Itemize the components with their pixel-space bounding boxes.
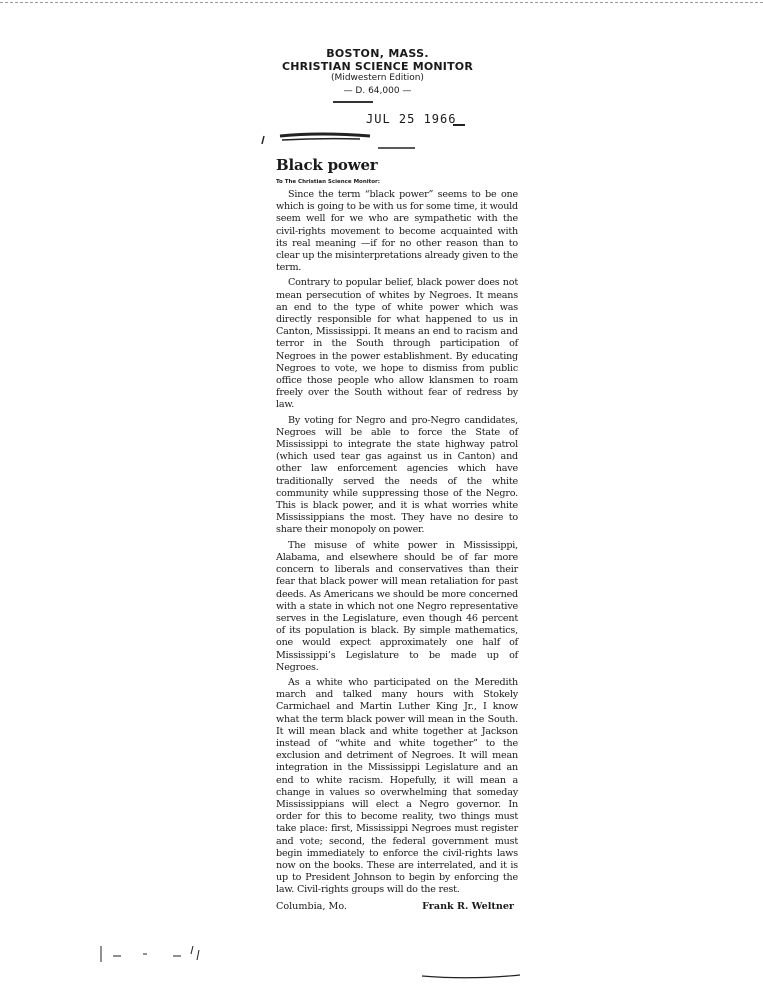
article-signoff xyxy=(276,901,518,912)
pencil-marks xyxy=(95,940,215,970)
article-paragraph: The misuse of white power in Mississippi, Alabama, and elsewhere should be of far more concern to liberals and conservatives than their fear that black power will mean retaliation for past deeds. As Americans we should be more concerned with a state in which not one Negro representative serves in the Legislature, even though 46 percent of its population is black. By simple mathematics, one would expect approximately one half of Mississippi’s Legislature to be made up of Negroes. xyxy=(276,539,518,673)
date-stamp-trail xyxy=(453,124,465,126)
article-paragraph: Contrary to popular belief, black power does not mean persecution of whites by Negroes. It means an end to the type of white power which was directly responsible for what happened to us in Canton, Mississippi. It means an end to racism and terror in the South through participation of Negroes in the power establishment. By educating Negroes to vote, we hope to dismiss from public office those people who allow klansmen to roam freely over the South without fear of redress by law. xyxy=(276,277,518,411)
article-paragraph: Since the term “black power” seems to be one which is going to be with us for some time, it would seem well for we who are sympathetic with the civil-rights movement to become acquainted with its real meaning —if for no other reason than to clear up the misinterpretations already given to the term. xyxy=(276,189,518,274)
masthead-city: BOSTON, MASS. xyxy=(326,47,429,60)
stamp-dash xyxy=(333,101,373,103)
newspaper-masthead xyxy=(270,48,485,96)
masthead-paper-name: CHRISTIAN SCIENCE MONITOR xyxy=(281,59,474,73)
ink-scribble xyxy=(260,128,420,154)
author-name: Frank R. Weltner xyxy=(422,900,514,912)
date-stamp: JUL 25 1966 xyxy=(366,112,457,126)
letter-article xyxy=(276,156,518,912)
article-paragraph: By voting for Negro and pro-Negro candidates, Negroes will be able to force the State of Mississippi to integrate the state highway patrol (which used tear gas against us in Canton) and other law enforcement agencies which have traditionally served the needs of the white community while suppressing those of the Negro. This is black power, and it is what worries white Mississippians the most. They have no desire to share their monopoly on power. xyxy=(276,414,518,536)
masthead-circulation: — D. 64,000 — xyxy=(343,85,412,96)
page-top-border xyxy=(0,2,763,3)
article-salutation: To The Christian Science Monitor: xyxy=(276,179,380,185)
signature-underline xyxy=(420,972,530,982)
masthead-edition: (Midwestern Edition) xyxy=(331,73,424,84)
article-paragraph: As a white who participated on the Meredith march and talked many hours with Stokely Carmichael and Martin Luther King Jr., I know what the term black power will mean in the South. It will mean black and white together at Jackson instead of “white and white together” to the exclusion and detriment of Negroes. It will mean integration in the Mississippi Legislature and an end to white racism. Hopefully, it will mean a change in values so overwhelming that someday Mississippians will elect a Negro governor. In order for this to become reality, two things must take place: first, Mississippi Negroes must register and vote; second, the federal government must begin immediately to enforce the civil-rights laws now on the books. These are interrelated, and it is up to President Johnson to begin by enforcing the law. Civil-rights groups will do the rest. xyxy=(276,676,518,896)
author-location: Columbia, Mo. xyxy=(276,900,347,912)
article-headline: Black power xyxy=(276,156,378,174)
